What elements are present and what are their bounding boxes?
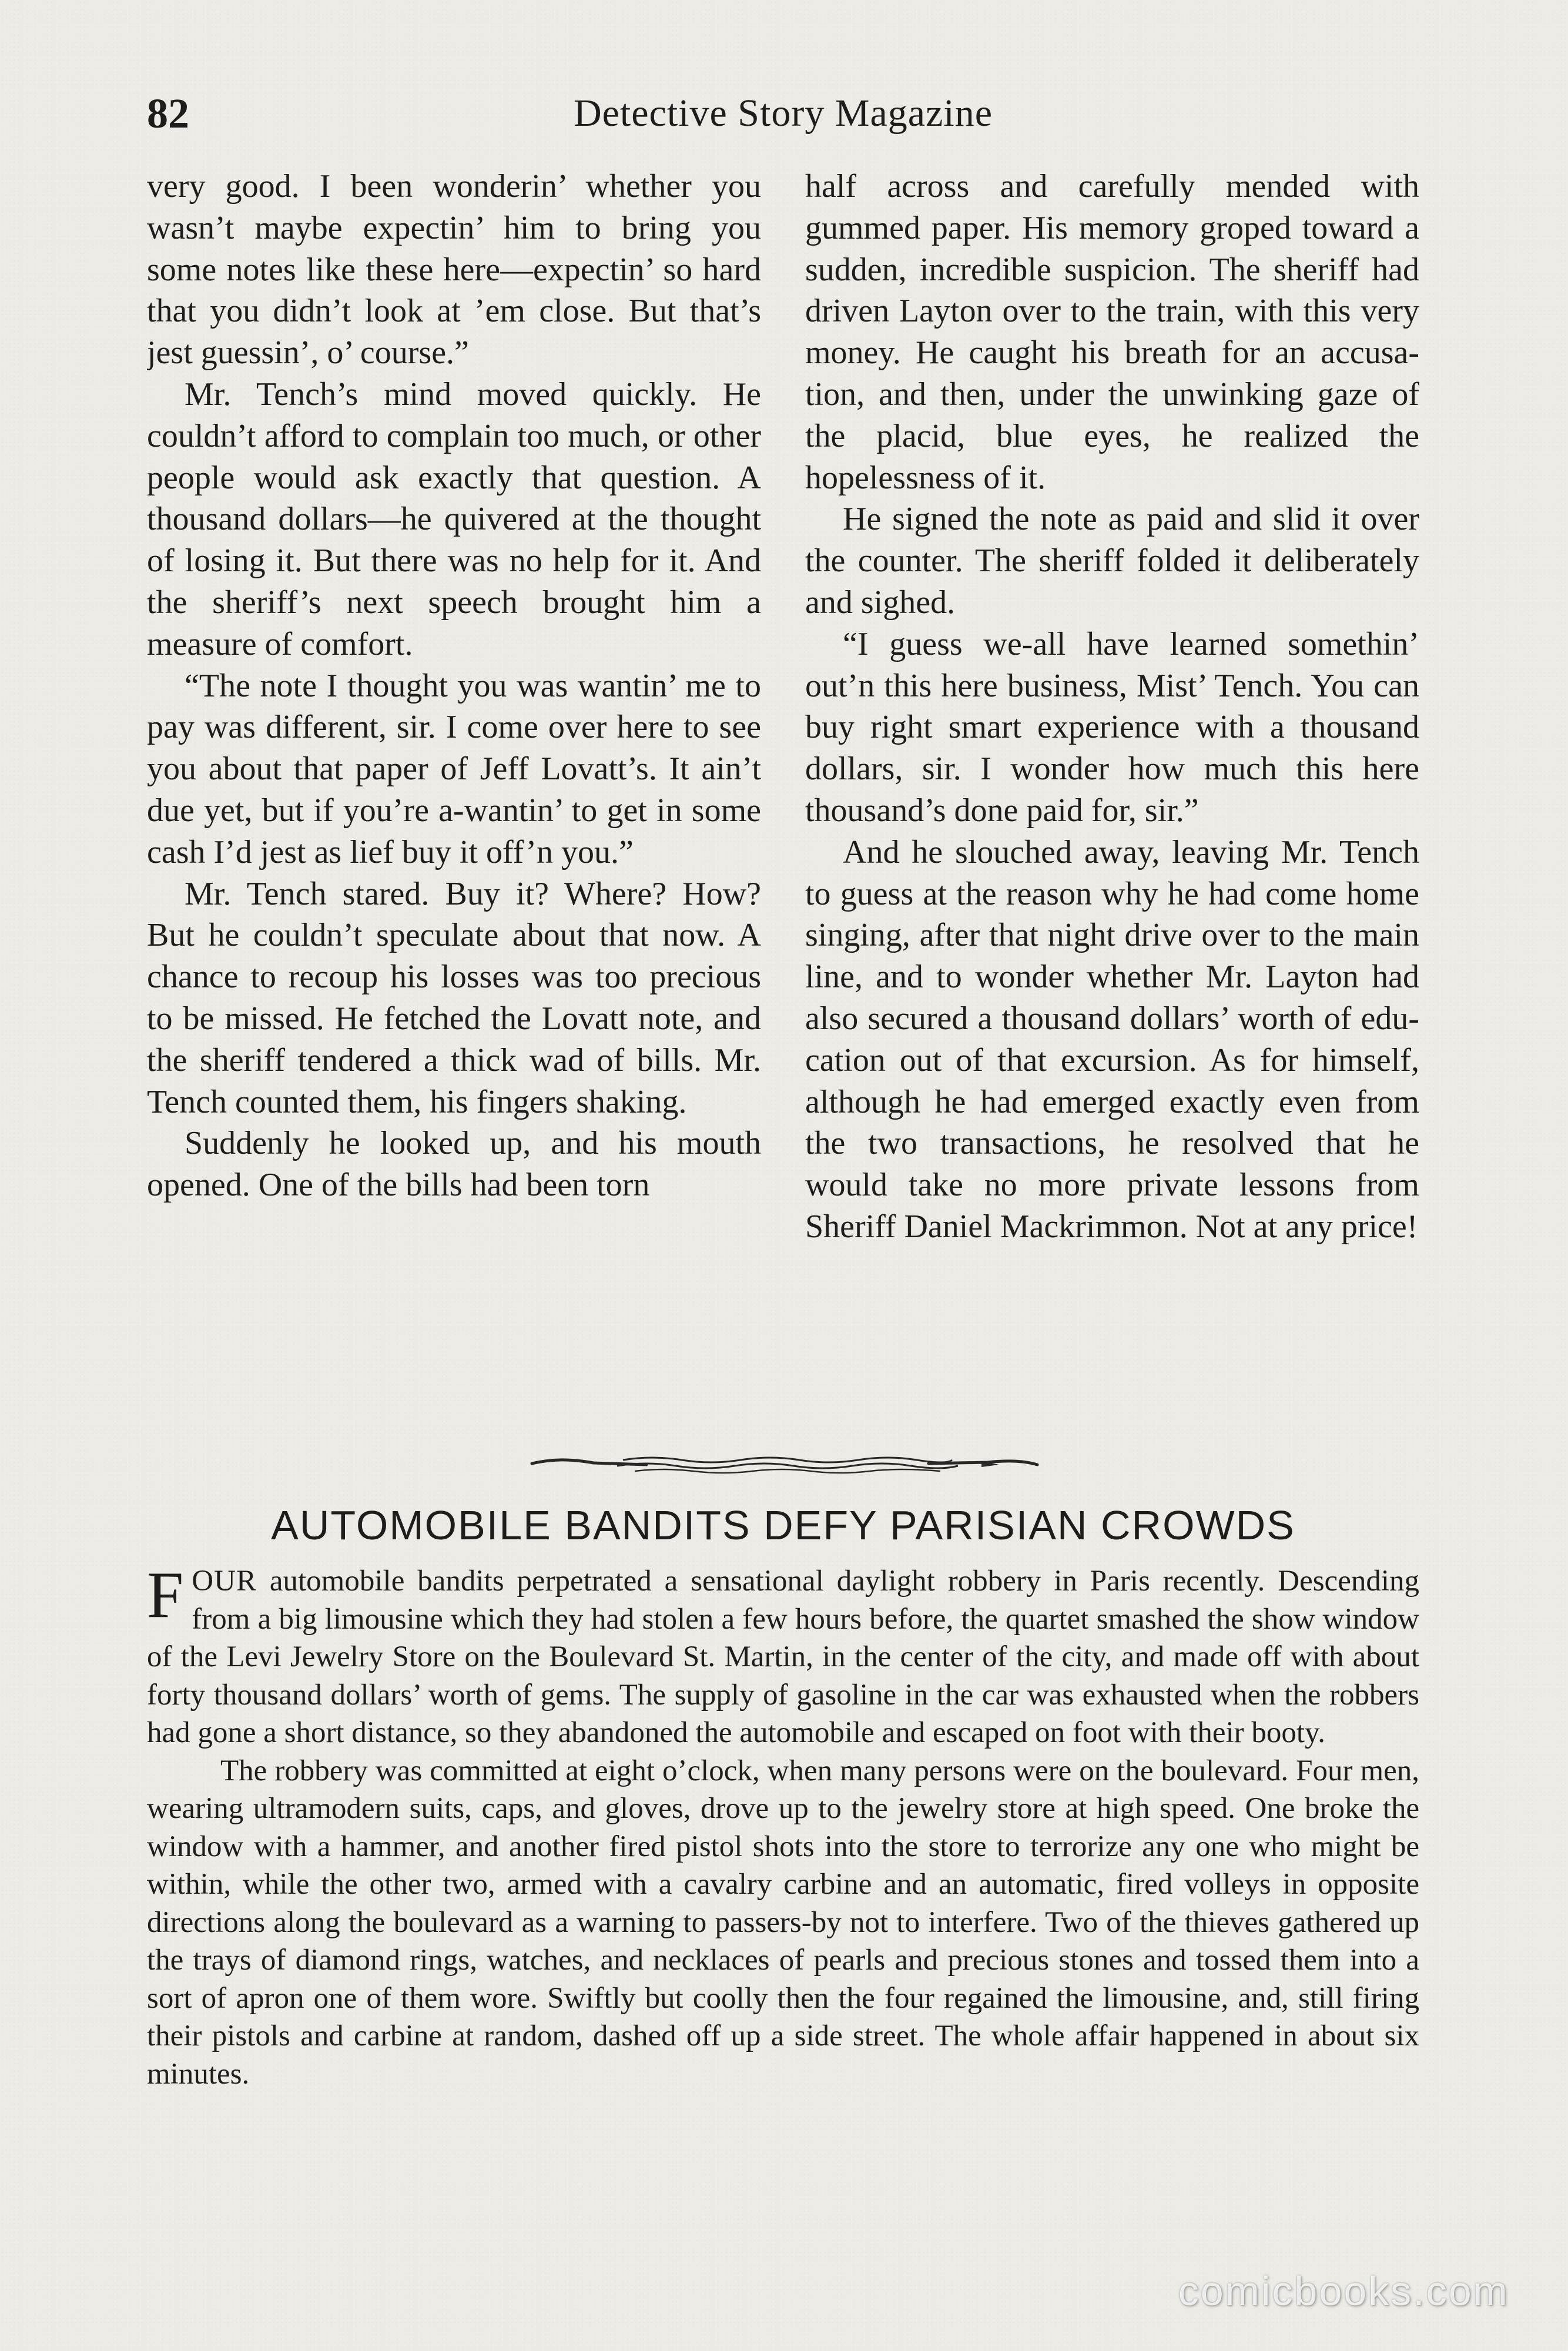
story-paragraph: “The note I thought you was wantin’ me to pay was different, sir. I come over here to see you about that paper of Jeff Lovatt’s. It ain’t due yet, but if you’re a-wantin’ to get in some cash I’d jest as lief buy it off’n you.” (147, 667, 761, 870)
article-heading: AUTOMOBILE BANDITS DEFY PARISIAN CROWDS (271, 1502, 1295, 1548)
article-paragraph: The robbery was committed at eight o’clock, when many persons were on the boulevard. Four men, wearing ultramodern suits, caps, and gloves, drove up to the jewelry store at high speed. One broke the window with a hammer, and another fired pistol shots into the store to terrorize any one who might be within, while the other two, armed with a cavalry carbine and an automatic, fired volleys in opposite directions along the boulevard as a warning to passers-by not to interfere. Two of the thieves gathered up the trays of diamond rings, watches, and necklaces of pearls and precious stones and tossed them into a sort of apron one of them wore. Swiftly but coolly then the four regained the limousine, and, still firing their pistols and carbine at random, dashed off up a side street. The whole affair happened in about six minutes. (147, 1754, 1419, 2091)
lead-word: OUR (192, 1565, 257, 1598)
article-body (147, 1562, 1419, 2256)
story-paragraph: Suddenly he looked up, and his mouth opened. One of the bills had been torn (147, 1125, 761, 1204)
running-title: Detective Story Magazine (573, 92, 993, 135)
story-paragraph: very good. I been wonderin’ whether you wasn’t maybe expectin’ him to bring you some notes like these here—expectin’ so hard that you didn’t look at ’em close. But that’s jest guessin’, o’ course.” (147, 168, 761, 371)
section-divider-ornament (529, 1447, 1040, 1476)
drop-cap: F (147, 1562, 184, 1632)
page-number: 82 (147, 90, 189, 137)
story-column-left (147, 166, 761, 1435)
story-paragraph: “I guess we-all have learned somethin’ out’n this here business, Mist’ Tench. You can buy right smart experience with a thousand dollars, sir. I wonder how much this here thousand’s done paid for, sir.” (805, 625, 1419, 829)
story-paragraph: Mr. Tench’s mind moved quickly. He couldn’t afford to complain too much, or other people would ask exactly that question. A thousand dollars—he quivered at the thought of losing it. But there was no help for it. And the sheriff’s next speech brought him a measure of comfort. (147, 376, 761, 662)
story-paragraph: Mr. Tench stared. Buy it? Where? How? But he couldn’t speculate about that now. A chance to recoup his losses was too precious to be missed. He fetched the Lovatt note, and the sheriff tendered a thick wad of bills. Mr. Tench counted them, his fingers shaking. (147, 875, 761, 1120)
article-paragraph-text: automobile bandits perpetrated a sensational daylight robbery in Paris recently. Descending from a big limousine which they had stolen a few hours before, the quartet smashed the show window of the Levi Jewelry Store on the Boulevard St. Martin, in the center of the city, and made off with about forty thousand dollars’ worth of gems. The supply of gasoline in the car was exhausted when the robbers had gone a short distance, so they abandoned the automobile and escaped on foot with their booty. (147, 1565, 1419, 1749)
story-column-right (805, 166, 1419, 1435)
story-paragraph: And he slouched away, leaving Mr. Tench to guess at the reason why he had come home singing, after that night drive over to the main line, and to wonder whether Mr. Layton had also secured a thousand dollars’ worth of education out of that excursion. As for himself, although he had emerged exactly even from the two transactions, he resolved that he would take no more private lessons from Sheriff Daniel Mackrimmon. Not at any price! (805, 833, 1419, 1245)
story-paragraph: He signed the note as paid and slid it over the counter. The sheriff folded it deliberately and sighed. (805, 501, 1419, 621)
article-paragraph (147, 1562, 1419, 1752)
source-watermark: comicbooks.com (1178, 2268, 1509, 2314)
story-paragraph: half across and carefully mended with gummed paper. His memory groped toward a sudden, incredible suspicion. The sheriff had driven Layton over to the train, with this very money. He caught his breath for an accusation, and then, under the unwinking gaze of the placid, blue eyes, he realized the hopelessness of it. (805, 168, 1419, 496)
page-header (147, 81, 1419, 146)
